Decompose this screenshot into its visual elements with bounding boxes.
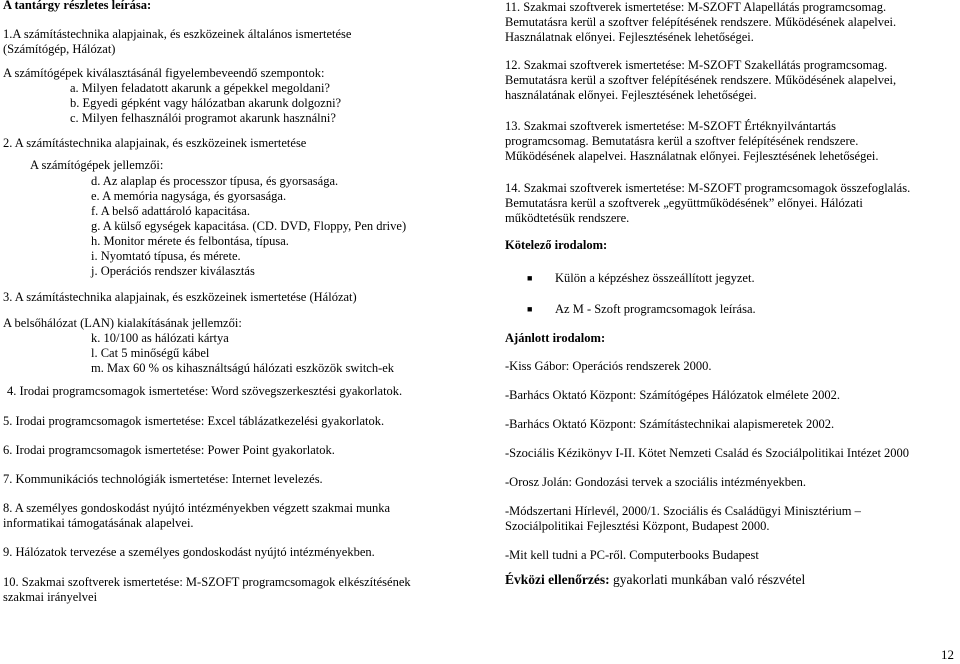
section-12-line-3: használatának előnyei. Fejlesztésének lehetőségei. (505, 88, 757, 102)
list-item (527, 271, 755, 286)
section-2-title: 2. A számítástechnika alapjainak, és eszközeinek ismertetése (3, 136, 307, 150)
section-13 (505, 119, 957, 164)
section-14-line-3: működtetésük rendszere. (505, 211, 630, 225)
list-item: k. 10/100 as hálózati kártya (91, 331, 229, 345)
section-12-line-1: 12. Szakmai szoftverek ismertetése: M-SZOFT Szakellátás programcsomag. (505, 58, 888, 72)
recommended-literature-title: Ajánlott irodalom: (505, 331, 606, 345)
section-5: 5. Irodai programcsomagok ismertetése: Excel táblázatkezelési gyakorlatok. (3, 414, 385, 428)
list-item: l. Cat 5 minőségű kábel (91, 346, 210, 360)
list-item: g. A külső egységek kapacitása. (CD. DVD, Floppy, Pen drive) (91, 219, 407, 233)
section-11-line-1: 11. Szakmai szoftverek ismertetése: M-SZOFT Alapellátás programcsomag. (505, 0, 887, 14)
section-7: 7. Kommunikációs technológiák ismertetése: Internet levelezés. (3, 472, 323, 486)
section-10-line-2: szakmai irányelvei (3, 590, 98, 604)
mandatory-literature-title: Kötelező irodalom: (505, 238, 608, 252)
reference-item-line-1: -Módszertani Hírlevél, 2000/1. Szociális és Családügyi Minisztérium – (505, 504, 861, 518)
reference-item: -Kiss Gábor: Operációs rendszerek 2000. (505, 359, 712, 373)
list-item: a. Milyen feladatott akarunk a gépekkel megoldani? (70, 81, 330, 95)
section-13-line-1: 13. Szakmai szoftverek ismertetése: M-SZOFT Értéknyilvántartás (505, 119, 836, 133)
list-item: b. Egyedi gépként vagy hálózatban akarunk dolgozni? (70, 96, 342, 110)
list-item: c. Milyen felhasználói programot akarunk használni? (70, 111, 336, 125)
section-1-list (70, 81, 341, 126)
reference-item: -Orosz Jolán: Gondozási tervek a szociális intézményekben. (505, 475, 806, 489)
section-1-subtitle: (Számítógép, Hálózat) (3, 42, 116, 56)
section-12 (505, 58, 957, 103)
section-11-line-3: Használatnak előnyei. Fejlesztésének lehetőségei. (505, 30, 754, 44)
list-item (527, 302, 756, 317)
list-item: d. Az alaplap és processzor típusa, és gyorsasága. (91, 174, 339, 188)
list-item: f. A belső adattároló kapacitása. (91, 204, 250, 218)
list-item: j. Operációs rendszer kiválasztás (91, 264, 255, 278)
section-11-line-2: Bemutatásra kerül a szoftver felépítésének rendszere. Működésének alapelvei. (505, 15, 897, 29)
section-3-list (91, 331, 394, 376)
section-3-intro: A belsőhálózat (LAN) kialakításának jellemzői: (3, 316, 242, 330)
section-13-line-3: Működésének alapelvei. Használatnak előnyei. Fejlesztésének lehetőségei. (505, 149, 879, 163)
list-item: h. Monitor mérete és felbontása, típusa. (91, 234, 289, 248)
section-14-line-1: 14. Szakmai szoftverek ismertetése: M-SZOFT programcsomagok összefoglalás. (505, 181, 911, 195)
reference-item: -Barhács Oktató Központ: Számítógépes Hálózatok elmélete 2002. (505, 388, 840, 402)
section-6: 6. Irodai programcsomagok ismertetése: Power Point gyakorlatok. (3, 443, 335, 457)
list-item: e. A memória nagysága, és gyorsasága. (91, 189, 287, 203)
mandatory-item: Az M - Szoft programcsomagok leírása. (555, 302, 756, 316)
section-13-line-2: programcsomag. Bemutatásra kerül a szoftver felépítésének rendszere. (505, 134, 859, 148)
section-8-line-1: 8. A személyes gondoskodást nyújtó intézményekben végzett szakmai munka (3, 501, 391, 515)
reference-item: -Szociális Kézikönyv I-II. Kötet Nemzeti Család és Szociálpolitikai Intézet 2000 (505, 446, 910, 460)
evaluation-label: Évközi ellenőrzés: (505, 572, 610, 587)
evaluation-line (505, 572, 805, 587)
section-11 (505, 0, 957, 45)
bullet-icon: ■ (527, 304, 533, 314)
mandatory-item: Külön a képzéshez összeállított jegyzet. (555, 271, 755, 285)
page-number: 12 (941, 647, 954, 662)
section-8-line-2: informatikai támogatásának alapelvei. (3, 516, 194, 530)
reference-item-line-2: Szociálpolitikai Fejlesztési Központ, Budapest 2000. (505, 519, 770, 533)
reference-item: -Mit kell tudni a PC-ről. Computerbooks Budapest (505, 548, 759, 562)
page-heading: A tantárgy részletes leírása: (3, 0, 152, 12)
section-14-line-2: Bemutatásra kerül a szoftverek „együttműködésének” előnyei. Hálózati (505, 196, 863, 210)
section-4: 4. Irodai programcsomagok ismertetése: Word szövegszerkesztési gyakorlatok. (7, 384, 403, 398)
section-2-intro: A számítógépek jellemzői: (30, 158, 164, 172)
section-10-line-1: 10. Szakmai szoftverek ismertetése: M-SZOFT programcsomagok elkészítésének (3, 575, 411, 589)
section-9: 9. Hálózatok tervezése a személyes gondoskodást nyújtó intézményekben. (3, 545, 375, 559)
section-1-intro: A számítógépek kiválasztásánál figyelembeveendő szempontok: (3, 66, 325, 80)
list-item: m. Max 60 % os kihasználtságú hálózati eszközök switch-ek (91, 361, 395, 375)
evaluation-text: gyakorlati munkában való részvétel (609, 572, 806, 587)
section-12-line-2: Bemutatásra kerül a szoftver felépítésének rendszere. Működésének alapelvei, (505, 73, 897, 87)
section-3-title: 3. A számítástechnika alapjainak, és eszközeinek ismertetése (Hálózat) (3, 290, 357, 304)
bullet-icon: ■ (527, 273, 533, 283)
list-item: i. Nyomtató típusa, és mérete. (91, 249, 241, 263)
section-1-title: 1.A számítástechnika alapjainak, és eszközeinek általános ismertetése (3, 27, 352, 41)
reference-item: -Barhács Oktató Központ: Számítástechnikai alapismeretek 2002. (505, 417, 835, 431)
section-14 (505, 181, 957, 226)
section-2-list (91, 174, 406, 279)
